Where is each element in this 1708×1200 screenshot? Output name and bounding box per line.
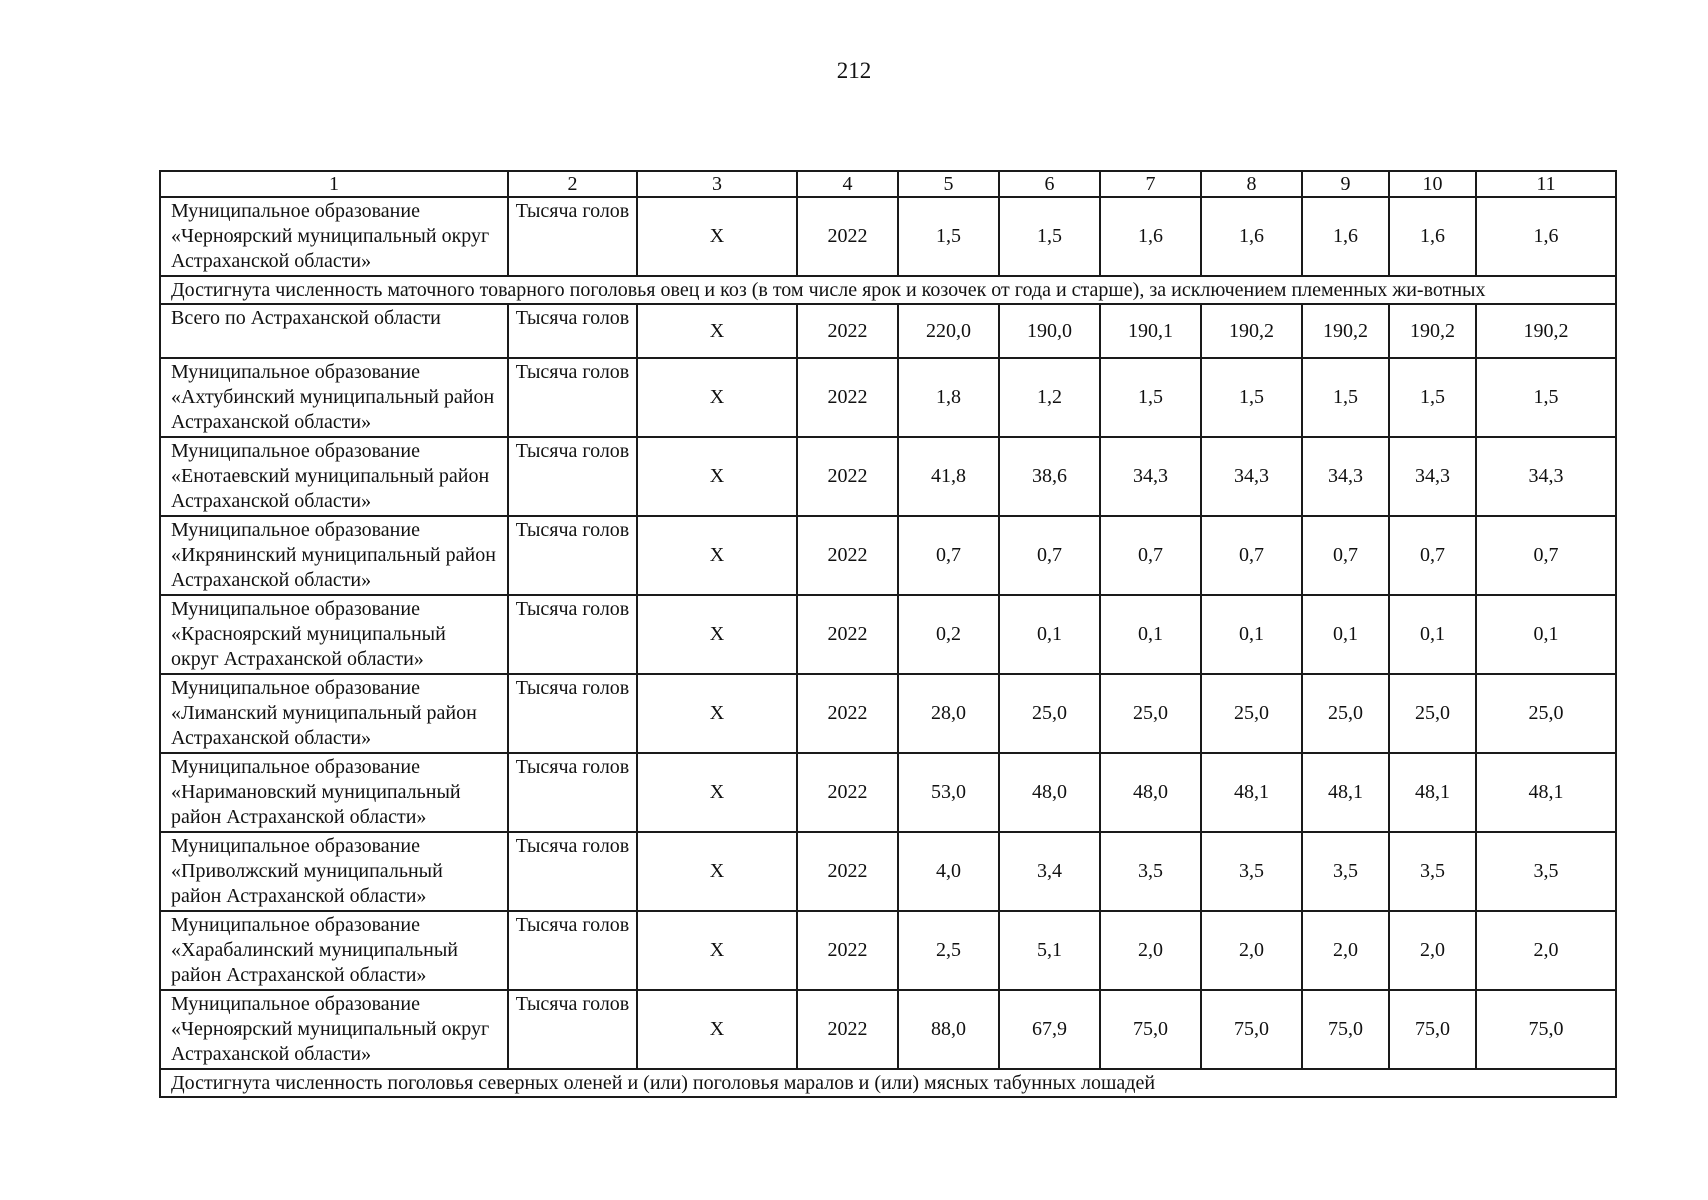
section-heading: Достигнута численность поголовья северных оленей и (или) поголовья маралов и (или) мясных табунных лошадей xyxy=(160,1069,1616,1097)
value-col-5-cell: 53,0 xyxy=(898,753,999,832)
value-col-11-cell: 75,0 xyxy=(1476,990,1616,1069)
value-col-11-cell: 1,6 xyxy=(1476,197,1616,276)
value-col-8-cell: 0,1 xyxy=(1201,595,1302,674)
value-col-7-cell: 3,5 xyxy=(1100,832,1201,911)
table-row xyxy=(160,516,1616,595)
value-col-6-cell: 0,1 xyxy=(999,595,1100,674)
value-col-9-cell: 3,5 xyxy=(1302,832,1389,911)
page-number: 212 xyxy=(836,58,872,83)
name-cell: Муниципальное образование «Ахтубинский муниципальный район Астраханской области» xyxy=(160,358,508,437)
table-row xyxy=(160,911,1616,990)
value-col-11-cell: 2,0 xyxy=(1476,911,1616,990)
value-col-6-cell: 3,4 xyxy=(999,832,1100,911)
value-col-6-cell: 1,5 xyxy=(999,197,1100,276)
base-value-cell: Х xyxy=(637,832,797,911)
unit-cell: Тысяча голов xyxy=(508,990,637,1069)
table-row xyxy=(160,358,1616,437)
indicator-table xyxy=(159,170,1617,1098)
name-cell: Всего по Астраханской области xyxy=(160,304,508,358)
column-number-cell: 11 xyxy=(1476,171,1616,197)
unit-cell: Тысяча голов xyxy=(508,832,637,911)
table-row xyxy=(160,990,1616,1069)
value-col-8-cell: 48,1 xyxy=(1201,753,1302,832)
table-row xyxy=(160,753,1616,832)
table-row xyxy=(160,595,1616,674)
section-heading-row xyxy=(160,1069,1616,1097)
value-col-10-cell: 34,3 xyxy=(1389,437,1476,516)
unit-cell: Тысяча голов xyxy=(508,516,637,595)
value-col-10-cell: 75,0 xyxy=(1389,990,1476,1069)
unit-cell: Тысяча голов xyxy=(508,753,637,832)
value-col-10-cell: 0,7 xyxy=(1389,516,1476,595)
name-cell: Муниципальное образование «Лиманский муниципальный район Астраханской области» xyxy=(160,674,508,753)
base-year-cell: 2022 xyxy=(797,911,898,990)
value-col-8-cell: 0,7 xyxy=(1201,516,1302,595)
value-col-9-cell: 75,0 xyxy=(1302,990,1389,1069)
base-year-cell: 2022 xyxy=(797,990,898,1069)
base-year-cell: 2022 xyxy=(797,674,898,753)
value-col-5-cell: 41,8 xyxy=(898,437,999,516)
value-col-10-cell: 48,1 xyxy=(1389,753,1476,832)
value-col-5-cell: 0,2 xyxy=(898,595,999,674)
base-value-cell: Х xyxy=(637,516,797,595)
unit-cell: Тысяча голов xyxy=(508,358,637,437)
name-cell: Муниципальное образование «Икрянинский муниципальный район Астраханской области» xyxy=(160,516,508,595)
base-value-cell: Х xyxy=(637,911,797,990)
name-cell: Муниципальное образование «Енотаевский муниципальный район Астраханской области» xyxy=(160,437,508,516)
value-col-10-cell: 1,6 xyxy=(1389,197,1476,276)
value-col-6-cell: 38,6 xyxy=(999,437,1100,516)
value-col-8-cell: 34,3 xyxy=(1201,437,1302,516)
value-col-7-cell: 25,0 xyxy=(1100,674,1201,753)
value-col-5-cell: 220,0 xyxy=(898,304,999,358)
value-col-6-cell: 25,0 xyxy=(999,674,1100,753)
value-col-11-cell: 25,0 xyxy=(1476,674,1616,753)
base-value-cell: Х xyxy=(637,990,797,1069)
value-col-5-cell: 88,0 xyxy=(898,990,999,1069)
base-year-cell: 2022 xyxy=(797,753,898,832)
column-number-cell: 7 xyxy=(1100,171,1201,197)
value-col-11-cell: 48,1 xyxy=(1476,753,1616,832)
table-row xyxy=(160,674,1616,753)
name-cell: Муниципальное образование «Харабалинский муниципальный район Астраханской области» xyxy=(160,911,508,990)
table-row xyxy=(160,197,1616,276)
table-row xyxy=(160,304,1616,358)
value-col-8-cell: 2,0 xyxy=(1201,911,1302,990)
value-col-11-cell: 34,3 xyxy=(1476,437,1616,516)
section-heading: Достигнута численность маточного товарного поголовья овец и коз (в том числе ярок и козочек от года и старше), за исключением племенных жи-вотных xyxy=(160,276,1616,304)
value-col-9-cell: 0,1 xyxy=(1302,595,1389,674)
column-number-cell: 6 xyxy=(999,171,1100,197)
unit-cell: Тысяча голов xyxy=(508,304,637,358)
unit-cell: Тысяча голов xyxy=(508,437,637,516)
value-col-5-cell: 28,0 xyxy=(898,674,999,753)
name-cell: Муниципальное образование «Черноярский муниципальный округ Астраханской области» xyxy=(160,197,508,276)
column-number-cell: 5 xyxy=(898,171,999,197)
value-col-8-cell: 75,0 xyxy=(1201,990,1302,1069)
base-value-cell: Х xyxy=(637,674,797,753)
value-col-10-cell: 2,0 xyxy=(1389,911,1476,990)
value-col-6-cell: 0,7 xyxy=(999,516,1100,595)
value-col-7-cell: 34,3 xyxy=(1100,437,1201,516)
value-col-9-cell: 190,2 xyxy=(1302,304,1389,358)
table-row xyxy=(160,832,1616,911)
value-col-11-cell: 190,2 xyxy=(1476,304,1616,358)
value-col-8-cell: 190,2 xyxy=(1201,304,1302,358)
value-col-8-cell: 1,6 xyxy=(1201,197,1302,276)
value-col-7-cell: 0,1 xyxy=(1100,595,1201,674)
base-value-cell: Х xyxy=(637,197,797,276)
value-col-5-cell: 1,5 xyxy=(898,197,999,276)
value-col-7-cell: 2,0 xyxy=(1100,911,1201,990)
base-value-cell: Х xyxy=(637,358,797,437)
value-col-6-cell: 5,1 xyxy=(999,911,1100,990)
value-col-5-cell: 4,0 xyxy=(898,832,999,911)
column-number-cell: 10 xyxy=(1389,171,1476,197)
value-col-8-cell: 1,5 xyxy=(1201,358,1302,437)
name-cell: Муниципальное образование «Черноярский муниципальный округ Астраханской области» xyxy=(160,990,508,1069)
value-col-10-cell: 190,2 xyxy=(1389,304,1476,358)
value-col-10-cell: 3,5 xyxy=(1389,832,1476,911)
column-number-cell: 4 xyxy=(797,171,898,197)
base-year-cell: 2022 xyxy=(797,197,898,276)
base-year-cell: 2022 xyxy=(797,304,898,358)
unit-cell: Тысяча голов xyxy=(508,197,637,276)
unit-cell: Тысяча голов xyxy=(508,911,637,990)
value-col-7-cell: 1,6 xyxy=(1100,197,1201,276)
base-year-cell: 2022 xyxy=(797,437,898,516)
column-number-cell: 1 xyxy=(160,171,508,197)
value-col-11-cell: 3,5 xyxy=(1476,832,1616,911)
value-col-6-cell: 67,9 xyxy=(999,990,1100,1069)
value-col-10-cell: 1,5 xyxy=(1389,358,1476,437)
value-col-9-cell: 2,0 xyxy=(1302,911,1389,990)
value-col-9-cell: 0,7 xyxy=(1302,516,1389,595)
value-col-10-cell: 0,1 xyxy=(1389,595,1476,674)
value-col-7-cell: 1,5 xyxy=(1100,358,1201,437)
name-cell: Муниципальное образование «Приволжский муниципальный район Астраханской области» xyxy=(160,832,508,911)
base-year-cell: 2022 xyxy=(797,832,898,911)
base-value-cell: Х xyxy=(637,595,797,674)
base-value-cell: Х xyxy=(637,753,797,832)
unit-cell: Тысяча голов xyxy=(508,674,637,753)
value-col-9-cell: 1,6 xyxy=(1302,197,1389,276)
base-year-cell: 2022 xyxy=(797,595,898,674)
value-col-10-cell: 25,0 xyxy=(1389,674,1476,753)
table-body xyxy=(160,171,1616,1097)
value-col-6-cell: 1,2 xyxy=(999,358,1100,437)
base-year-cell: 2022 xyxy=(797,516,898,595)
value-col-11-cell: 0,7 xyxy=(1476,516,1616,595)
value-col-7-cell: 48,0 xyxy=(1100,753,1201,832)
column-number-cell: 8 xyxy=(1201,171,1302,197)
name-cell: Муниципальное образование «Красноярский муниципальный округ Астраханской области» xyxy=(160,595,508,674)
base-value-cell: Х xyxy=(637,437,797,516)
section-heading-row xyxy=(160,276,1616,304)
value-col-9-cell: 25,0 xyxy=(1302,674,1389,753)
value-col-11-cell: 1,5 xyxy=(1476,358,1616,437)
value-col-6-cell: 190,0 xyxy=(999,304,1100,358)
name-cell: Муниципальное образование «Наримановский муниципальный район Астраханской области» xyxy=(160,753,508,832)
value-col-7-cell: 75,0 xyxy=(1100,990,1201,1069)
unit-cell: Тысяча голов xyxy=(508,595,637,674)
value-col-8-cell: 25,0 xyxy=(1201,674,1302,753)
value-col-8-cell: 3,5 xyxy=(1201,832,1302,911)
value-col-9-cell: 34,3 xyxy=(1302,437,1389,516)
column-number-cell: 2 xyxy=(508,171,637,197)
column-number-row xyxy=(160,171,1616,197)
value-col-9-cell: 1,5 xyxy=(1302,358,1389,437)
value-col-5-cell: 1,8 xyxy=(898,358,999,437)
value-col-9-cell: 48,1 xyxy=(1302,753,1389,832)
value-col-6-cell: 48,0 xyxy=(999,753,1100,832)
value-col-7-cell: 190,1 xyxy=(1100,304,1201,358)
column-number-cell: 3 xyxy=(637,171,797,197)
value-col-11-cell: 0,1 xyxy=(1476,595,1616,674)
value-col-7-cell: 0,7 xyxy=(1100,516,1201,595)
value-col-5-cell: 0,7 xyxy=(898,516,999,595)
value-col-5-cell: 2,5 xyxy=(898,911,999,990)
base-year-cell: 2022 xyxy=(797,358,898,437)
table-row xyxy=(160,437,1616,516)
base-value-cell: Х xyxy=(637,304,797,358)
column-number-cell: 9 xyxy=(1302,171,1389,197)
